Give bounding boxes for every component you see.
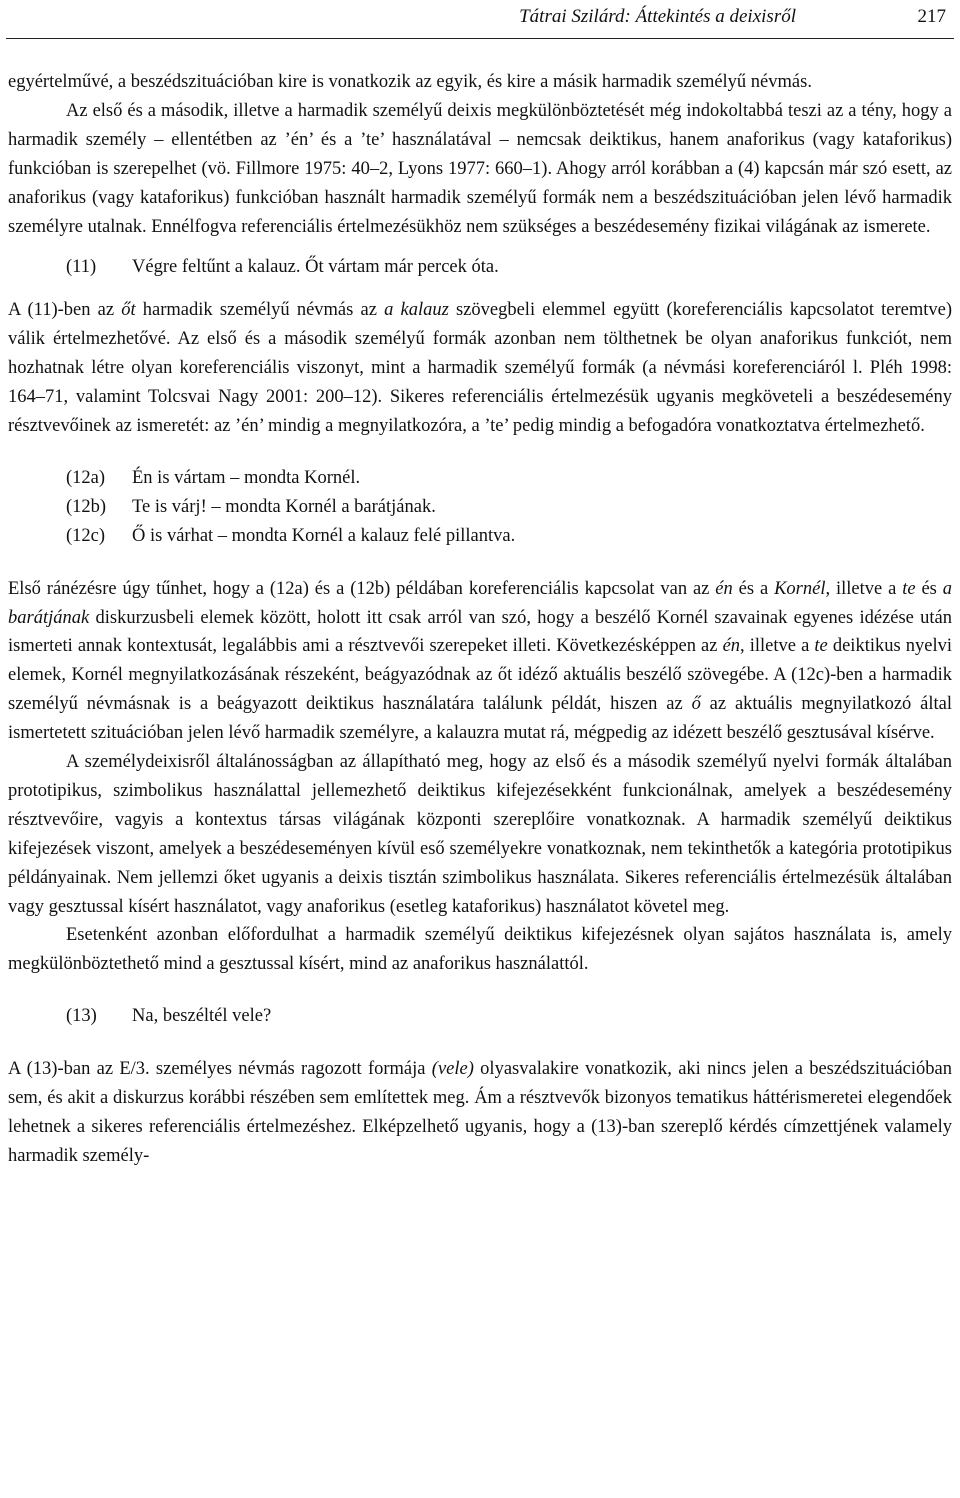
example-12-block [8, 464, 952, 551]
example-text: Na, beszéltél vele? [132, 1006, 272, 1027]
text-run: és a [732, 578, 775, 599]
example-11 [8, 253, 952, 282]
text-run: , illetve a [740, 636, 815, 657]
italic-term: én [715, 578, 733, 599]
example-number: (13) [66, 1006, 97, 1027]
text-run: A (13)-ban az E/3. személyes névmás ragozott formája [8, 1059, 432, 1080]
text-run: Első ránézésre úgy tűnhet, hogy a (12a) és a (12b) példában koreferenciális kapcsolat van az [8, 578, 716, 599]
text-run: , illetve a [825, 578, 903, 599]
example-number: (11) [66, 257, 97, 278]
example-12a [8, 464, 952, 493]
example-number: (12a) [66, 467, 106, 488]
example-12c [8, 522, 952, 551]
paragraph-5: A személydeixisről általánosságban az állapítható meg, hogy az első és a második személyű nyelvi formák általában prototipikus, szimbolikus használattal jellemezhető deiktikus kifejezésekként funkcionálnak, amelyek a beszédesemény résztvevőire, vagyis a kontextus társas világának központi szereplőire vonatkoznak. A harmadik személyű deiktikus kifejezések viszont, amelyek a beszédeseményen kívül eső személyekre vonatkoznak, nem tekinthetők a kategória prototipikus példányainak. Nem jellemzi őket ugyanis a deixis tisztán szimbolikus használata. Sikeres referenciális értelmezésük általában vagy gesztussal kísért használatot, vagy anaforikus (esetleg kataforikus) használatot követel meg. [8, 752, 952, 917]
paragraph-4 [8, 575, 952, 748]
italic-term: a kalauz [384, 300, 449, 321]
paragraph-6: Esetenként azonban előfordulhat a harmadik személyű deiktikus kifejezésnek olyan sajátos használata is, amely megkülönböztethető mind a gesztussal kísért, mind az anaforikus használattól. [8, 925, 952, 975]
text-run: szövegbeli elemmel együtt (koreferenciális kapcsolatot teremtve) válik értelmezhetővé. Az első és a második személyű formák azonban nem tölthetnek be olyan anaforikus funkciót, nem hozhatnak létre olyan koreferenciális viszonyt, mint a harmadik személyű formák (a névmási koreferenciáról l. Pléh 1998: 164–71, valamint Tolcsvai Nagy 2001: 200–12). Sikeres referenciális értelmezésük ugyanis megköveteli a beszédesemény résztvevőinek az ismeretét: az ’én’ mindig a megnyilatkozóra, a ’te’ pedig mindig a befogadóra vonatkoztatva értelmezhető. [8, 300, 952, 436]
text-run: diskurzusbeli elemek között, holott itt csak arról van szó, hogy a beszélő Kornél szavainak egyenes idézése után ismerteti annak kontextusát, legalábbis ami a résztvevői szerepeket illeti. Következésképpen az [8, 607, 952, 657]
example-13-block [8, 1002, 952, 1031]
page-number: 217 [917, 6, 946, 27]
text-run: olyasvalakire vonatkozik, aki nincs jelen a beszédszituációban sem, és akit a diskurzus korábbi részében sem említettek meg. Ám a résztvevők bizonyos tematikus háttérismeretei elegendőek lehetnek a sikeres referenciális értelmezéshez. Elképzelhető ugyanis, hogy a (13)-ban szereplő kérdés címzettjének valamely harmadik személy- [8, 1059, 952, 1166]
example-text: Te is várj! – mondta Kornél a barátjának. [132, 496, 436, 517]
italic-term: Kornél [774, 578, 826, 599]
italic-term: a barátjának [8, 578, 953, 628]
text-run: deiktikus nyelvi elemek, Kornél megnyilatkozásának részeként, beágyazódnak az őt idéző aktuális beszélő szövegébe. A (12c)-ben a harmadik személyű névmásnak is a beágyazott deiktikus használatára találunk példát, hiszen az [8, 636, 953, 715]
paragraph-2: Az első és a második, illetve a harmadik személyű deixis megkülönböztetését még indokoltabbá teszi az a tény, hogy a harmadik személy – ellentétben az ’én’ és a ’te’ használatával – nemcsak deiktikus, hanem anaforikus (vagy kataforikus) funkcióban is szerepelhet (vö. Fillmore 1975: 40–2, Lyons 1977: 660–1). Ahogy arról korábban a (4) kapcsán már szó esett, az anaforikus (vagy kataforikus) funkcióban használt harmadik személyű formák nem a beszédszituációban jelen lévő harmadik személyre utalnak. Ennélfogva referenciális értelmezésükhöz nem szükséges a beszédesemény fizikai világának az ismerete. [8, 100, 952, 237]
example-12b [8, 493, 952, 522]
example-number: (12b) [66, 496, 107, 517]
example-11-block [8, 253, 952, 282]
text-run: harmadik személyű névmás az [135, 300, 385, 321]
paragraph-7 [8, 1055, 952, 1171]
italic-term: én [722, 636, 741, 657]
text-run: A (11)-ben az [8, 300, 122, 321]
page-body [8, 68, 952, 1171]
italic-term: ő [691, 694, 701, 715]
italic-term: őt [121, 300, 136, 321]
paragraph-3 [8, 296, 952, 441]
italic-term: (vele) [431, 1059, 474, 1080]
italic-term: te [814, 636, 828, 657]
example-13 [8, 1002, 952, 1031]
running-head-title: Tátrai Szilárd: Áttekintés a deixisről [519, 6, 796, 27]
italic-term: te [902, 578, 916, 599]
text-run: és [915, 578, 943, 599]
running-header [6, 0, 954, 39]
example-text: Én is vártam – mondta Kornél. [132, 467, 361, 488]
example-text: Ő is várhat – mondta Kornél a kalauz felé pillantva. [132, 525, 516, 546]
example-number: (12c) [66, 525, 106, 546]
text-run: az aktuális megnyilatkozó által ismertetett szituációban jelen lévő harmadik személyre, a kalauzra mutat rá, mégpedig az idézett beszélő gesztusával kísérve. [8, 694, 952, 744]
paragraph-1: egyértelművé, a beszédszituációban kire is vonatkozik az egyik, és kire a másik harmadik személyű névmás. [8, 72, 812, 92]
example-text: Végre feltűnt a kalauz. Őt vártam már percek óta. [132, 257, 499, 278]
